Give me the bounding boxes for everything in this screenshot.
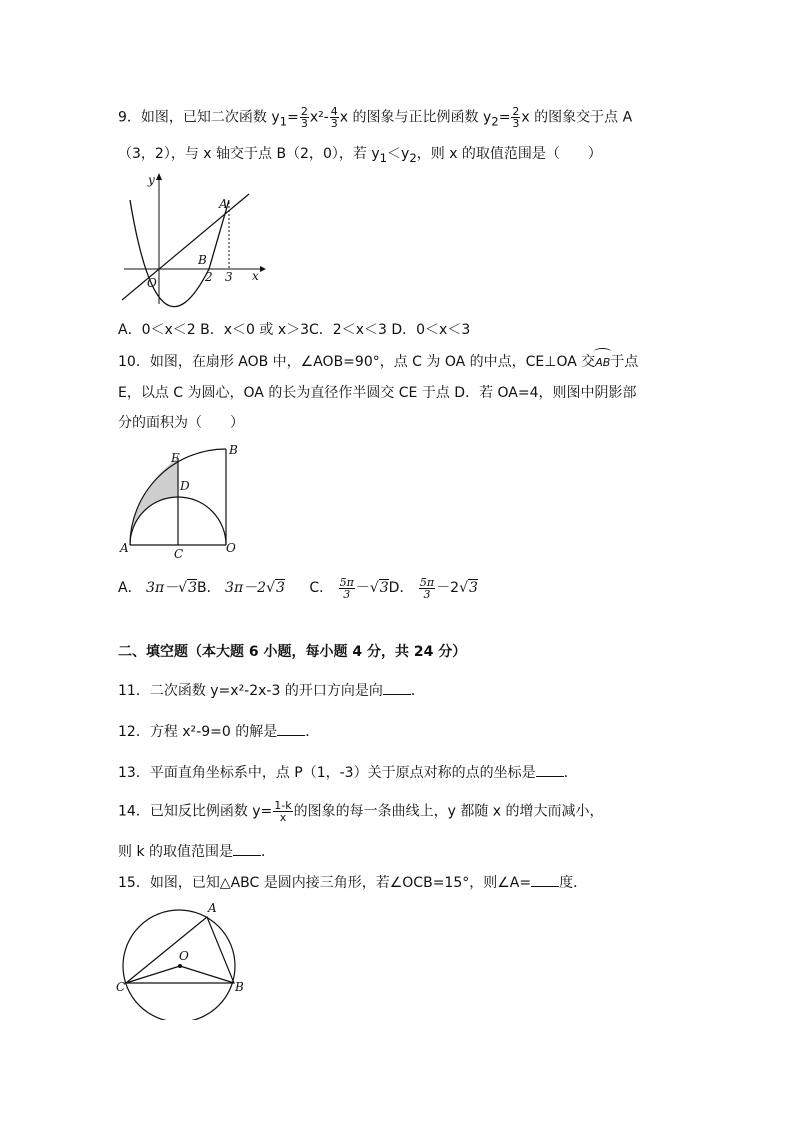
q10-option-b-sqrt: 3 [275, 580, 285, 596]
label-y: y [148, 173, 155, 187]
q9-sub1: 1 [279, 114, 288, 129]
segment-OB [180, 966, 234, 983]
section-2-heading: 二、填空题（本大题 6 小题，每小题 4 分，共 24 分） [118, 644, 467, 660]
label-C: C [174, 547, 184, 560]
label-D: D [180, 479, 190, 493]
q14-line1 [118, 800, 604, 823]
q10-option-d-minus: －2 [436, 580, 460, 596]
q9-graph [118, 170, 268, 310]
q12-answer-blank[interactable] [277, 721, 305, 736]
q14-line2 [118, 841, 275, 862]
q9-frac1 [300, 106, 309, 129]
label-A: A [219, 197, 228, 211]
q10-sector-figure [118, 444, 248, 560]
q10-option-c-num: 5π [339, 575, 354, 589]
q9-line1 [118, 106, 632, 131]
q10-options: A． 3π－√3B． 3π－2√3 C． $\frac{5\pi}{3}$ －√3D． $\frac{5\pi}{3}$ －2√3 [118, 575, 478, 601]
label-O: O [147, 276, 157, 290]
q14-text-a: 14．已知反比例函数 y= [118, 803, 273, 820]
q13-answer-blank[interactable] [536, 762, 564, 777]
center-point [178, 964, 182, 968]
q10-line3: 分的面积为（ ） [118, 415, 244, 431]
label-O: O [179, 949, 189, 963]
label-O: O [226, 541, 236, 555]
label-B: B [198, 253, 207, 267]
arc-AB: AB [595, 353, 610, 373]
q9-frac2-den: 3 [330, 117, 338, 130]
q9-line2-sub1: 1 [379, 150, 388, 165]
q9-text-b: x 的图象与正比例函数 y [339, 109, 492, 126]
q11 [118, 680, 425, 701]
label-E: E [171, 451, 180, 465]
label-C: C [116, 980, 126, 994]
segment-OC [126, 966, 180, 983]
label-B: B [235, 980, 244, 994]
q9-text-a: 如图，已知二次函数 y [140, 109, 280, 126]
parabola-curve [130, 200, 229, 307]
q9-frac3 [511, 106, 520, 129]
q14-end: ． [261, 844, 276, 860]
q12 [118, 721, 319, 742]
q10-line1-a: 10．如图，在扇形 AOB 中，∠AOB=90°，点 C 为 OA 的中点，CE⊥OA 交 [118, 354, 596, 370]
q9-text-c: x 的图象交于点 A [521, 109, 633, 126]
q10-option-c-frac [339, 577, 355, 600]
q9-frac3-num: 2 [512, 105, 520, 118]
q14-answer-blank[interactable] [233, 841, 261, 856]
q9-eq2: = [498, 109, 511, 126]
q10-option-a-expr: 3π－ [146, 580, 179, 596]
q10-option-a-sqrt: 3 [188, 580, 197, 596]
q10-option-c-label: C． [309, 580, 334, 596]
q11-text: 11．二次函数 y=x²-2x-3 的开口方向是向 [118, 683, 383, 699]
q10-option-d-label: D． [388, 580, 414, 596]
label-A: A [208, 901, 217, 915]
q10-option-a-label: A． [118, 580, 142, 596]
q10-option-b-expr: 3π－2 [225, 580, 267, 596]
q9-sub2: 2 [491, 114, 499, 129]
q9-line2 [118, 144, 602, 168]
q9-number: 9． [118, 109, 141, 126]
q10-option-b-label: B． [196, 580, 221, 596]
q9-options: A．0＜x＜2 B．x＜0 或 x＞3C．2＜x＜3 D．0＜x＜3 [118, 322, 471, 338]
label-B: B [229, 444, 238, 457]
q9-frac2 [330, 106, 339, 129]
q9-frac2-num: 4 [330, 105, 338, 118]
q11-answer-blank[interactable] [383, 680, 411, 695]
q10-option-d-sqrt: 3 [468, 580, 478, 596]
label-A: A [120, 541, 129, 555]
q14-text-b: 的图象的每一条曲线上，y 都随 x 的增大而减小， [293, 803, 604, 820]
q13 [118, 762, 578, 783]
q14-line2-text: 则 k 的取值范围是 [118, 844, 234, 860]
label-x: x [252, 269, 259, 283]
q10-option-c-sqrt: 3 [379, 580, 389, 596]
q13-text: 13．平面直角坐标系中，点 P（1，-3）关于原点对称的点的坐标是 [118, 765, 536, 781]
tick-3: 3 [225, 270, 233, 284]
x-axis-arrow [260, 266, 266, 272]
q15 [118, 872, 587, 893]
q9-frac3-den: 3 [512, 117, 520, 130]
q13-end: ． [563, 765, 578, 781]
q10-option-c-den: 3 [343, 587, 351, 601]
q14-frac-den: x [279, 811, 287, 824]
q9-x2: x²- [309, 109, 329, 126]
q11-end: ． [410, 683, 425, 699]
q14-frac [273, 800, 292, 823]
line-y2 [122, 194, 249, 300]
q12-end: ． [305, 724, 320, 740]
q10-line2: E，以点 C 为圆心，OA 的长为直径作半圆交 CE 于点 D．若 OA=4，则图中阴影部 [118, 385, 637, 401]
q15-answer-blank[interactable] [531, 872, 559, 887]
q12-text: 12．方程 x²-9=0 的解是 [118, 724, 278, 740]
q9-line2-b: ，则 x 的取值范围是（ ） [416, 146, 602, 162]
shaded-region [130, 458, 178, 545]
q10-option-d-frac [419, 577, 435, 600]
q15-circle-figure [112, 895, 248, 1020]
q15-end: 度． [559, 875, 588, 891]
q9-line2-lt: ＜y [387, 146, 410, 162]
q10-option-d-den: 3 [423, 587, 431, 601]
q15-text: 15．如图，已知△ABC 是圆内接三角形，若∠OCB=15°，则∠A= [118, 875, 532, 891]
q10-option-d-num: 5π [419, 575, 435, 589]
q14-frac-num: 1-k [274, 799, 292, 812]
q9-eq: = [287, 109, 299, 126]
q9-line2-a: （3，2），与 x 轴交于点 B（2，0），若 y [118, 146, 380, 162]
q10-line1 [118, 352, 638, 373]
q10-option-c-minus: － [355, 580, 370, 596]
q9-line2-sub2: 2 [409, 150, 417, 165]
q9-frac1-den: 3 [300, 117, 308, 130]
q10-line1-b: 于点 [610, 354, 639, 370]
tick-2: 2 [205, 270, 213, 284]
y-axis-arrow [156, 173, 162, 180]
q9-frac1-num: 2 [300, 105, 308, 118]
